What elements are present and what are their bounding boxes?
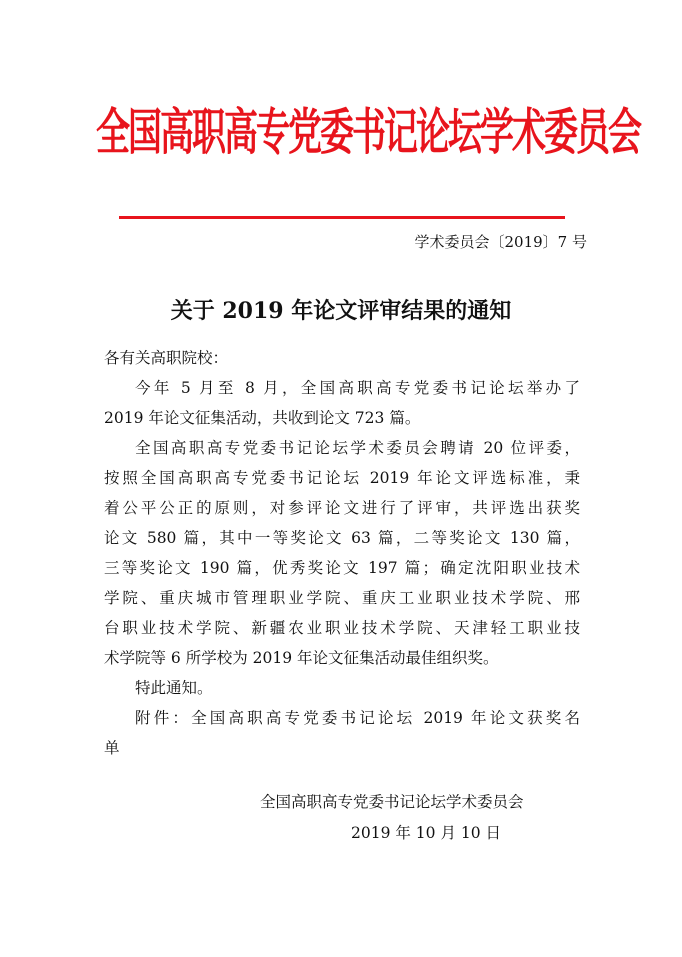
signature-date: 2019 年 10 月 10 日 [351, 824, 502, 842]
salutation: 各有关高职院校： [104, 349, 229, 367]
body-line: 2019 年论文征集活动，共收到论文 723 篇。 [104, 409, 421, 427]
body-line: 论文 580 篇，其中一等奖论文 63 篇，二等奖论文 130 篇， [104, 529, 580, 547]
body-line: 全国高职高专党委书记论坛学术委员会聘请 20 位评委， [135, 439, 580, 457]
closing-line: 特此通知。 [135, 679, 213, 697]
red-divider-line [119, 216, 565, 219]
body-line: 今年 5 月至 8 月，全国高职高专党委书记论坛举办了 [135, 379, 580, 397]
document-body [104, 343, 580, 373]
notice-content [104, 373, 580, 763]
body-line: 台职业技术学院、新疆农业职业技术学院、天津轻工职业技 [104, 619, 580, 637]
body-line: 按照全国高职高专党委书记论坛 2019 年论文评选标准，秉 [104, 469, 580, 487]
document-number: 学术委员会〔2019〕7 号 [414, 233, 587, 251]
body-line: 着公平公正的原则，对参评论文进行了评审，共评选出获奖 [104, 499, 580, 517]
body-line: 三等奖论文 190 篇，优秀奖论文 197 篇；确定沈阳职业技术 [104, 559, 580, 577]
body-line: 学院、重庆城市管理职业学院、重庆工业职业技术学院、邢 [104, 589, 580, 607]
body-line: 术学院等 6 所学校为 2019 年论文征集活动最佳组织奖。 [104, 649, 499, 667]
attachment-line: 单 [104, 739, 120, 757]
signature-organization: 全国高职高专党委书记论坛学术委员会 [260, 793, 524, 811]
attachment-line: 附件：全国高职高专党委书记论坛 2019 年论文获奖名 [135, 709, 580, 727]
document-title: 关于 2019 年论文评审结果的通知 [170, 298, 512, 324]
organization-header: 全国高职高专党委书记论坛学术委员会 [96, 104, 640, 162]
